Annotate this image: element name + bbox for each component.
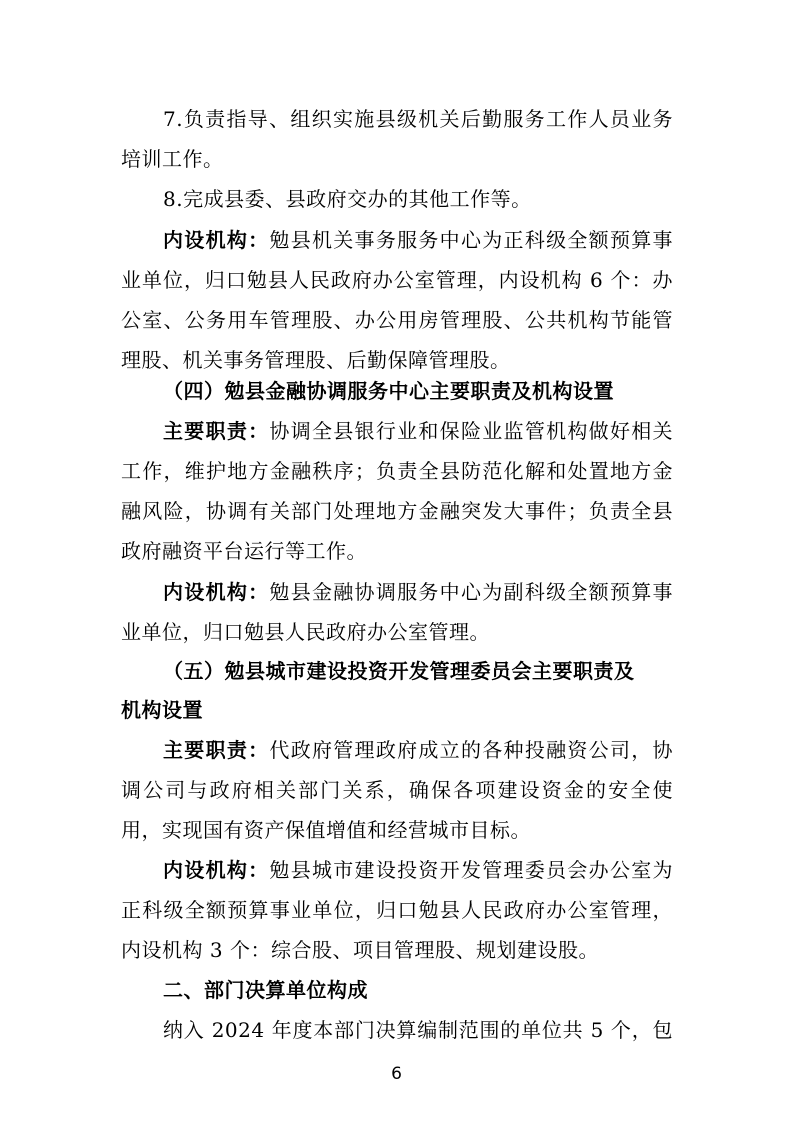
paragraph-internal-org-1	[163, 227, 673, 253]
paragraph-main-duties-1	[163, 418, 673, 444]
section-heading-5-line-1: （五）勉县城市建设投资开发管理委员会主要职责及	[163, 659, 635, 683]
paragraph-line: 融风险，协调有关部门处理地方金融突发大事件；负责全县	[121, 499, 673, 523]
label-main-duties: 主要职责：	[163, 419, 270, 443]
paragraph-line: 政府融资平台运行等工作。	[121, 539, 367, 563]
section-heading-5-line-2: 机构设置	[121, 698, 203, 722]
paragraph-line: 用，实现国有资产保值增值和经营城市目标。	[121, 818, 531, 842]
paragraph-line: 工作，维护地方金融秩序；负责全县防范化解和处置地方金	[121, 459, 673, 483]
paragraph-line: 理股、机关事务管理股、后勤保障管理股。	[121, 348, 511, 372]
text: 勉县机关事务服务中心为正科级全额预算事	[269, 228, 674, 252]
paragraph-internal-org-2	[163, 579, 673, 605]
item-7-line-2: 培训工作。	[121, 147, 224, 171]
paragraph-main-duties-2	[163, 737, 673, 763]
paragraph-line: 调公司与政府相关部门关系，确保各项建设资金的安全使	[121, 778, 673, 802]
text: 代政府管理政府成立的各种投融资公司，协	[269, 738, 674, 762]
section-heading-2: 二、部门决算单位构成	[163, 978, 368, 1002]
page-number: 6	[391, 1064, 402, 1084]
section-heading-4: （四）勉县金融协调服务中心主要职责及机构设置	[163, 379, 614, 403]
paragraph-line: 业单位，归口勉县人民政府办公室管理。	[121, 620, 490, 644]
text: 勉县城市建设投资开发管理委员会办公室为	[269, 858, 674, 882]
label-main-duties: 主要职责：	[163, 738, 270, 762]
text: 勉县金融协调服务中心为副科级全额预算事	[269, 580, 674, 604]
label-internal-org: 内设机构：	[163, 858, 270, 882]
label-internal-org: 内设机构：	[163, 580, 270, 604]
paragraph-line: 公室、公务用车管理股、办公用房管理股、公共机构节能管	[121, 308, 673, 332]
paragraph-internal-org-3	[163, 857, 673, 883]
paragraph-line: 业单位，归口勉县人民政府办公室管理，内设机构 6 个：办	[121, 268, 673, 292]
paragraph-line: 内设机构 3 个：综合股、项目管理股、规划建设股。	[121, 938, 599, 962]
label-internal-org: 内设机构：	[163, 228, 270, 252]
text: 协调全县银行业和保险业监管机构做好相关	[269, 419, 674, 443]
item-7-line-1: 7.负责指导、组织实施县级机关后勤服务工作人员业务	[163, 107, 673, 131]
paragraph-unit-composition: 纳入 2024 年度本部门决算编制范围的单位共 5 个，包	[163, 1018, 673, 1042]
paragraph-line: 正科级全额预算事业单位，归口勉县人民政府办公室管理，	[121, 898, 673, 922]
item-8: 8.完成县委、县政府交办的其他工作等。	[163, 187, 532, 211]
